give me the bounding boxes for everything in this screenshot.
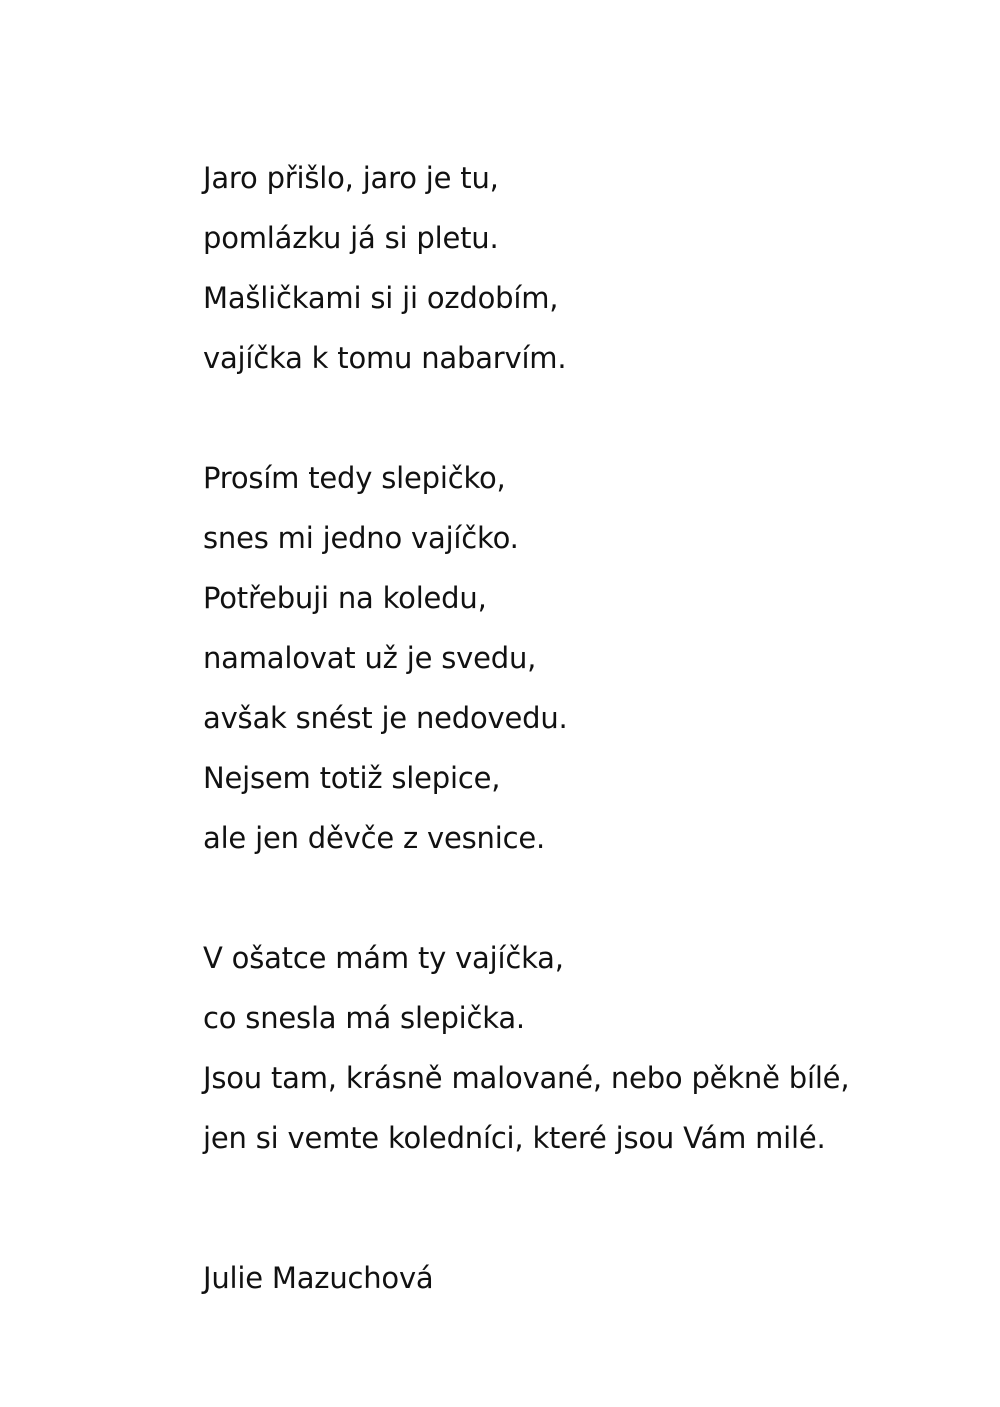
- poem-line: pomlázku já si pletu.: [203, 221, 499, 255]
- poem-line: jen si vemte koledníci, které jsou Vám milé.: [203, 1121, 826, 1155]
- poem-line: namalovat už je svedu,: [203, 641, 537, 675]
- poem-line: snes mi jedno vajíčko.: [203, 521, 519, 555]
- poem: [203, 148, 963, 1168]
- poem-line: V ošatce mám ty vajíčka,: [203, 941, 564, 975]
- poem-line: co snesla má slepička.: [203, 1001, 525, 1035]
- poem-line: Potřebuji na koledu,: [203, 581, 487, 615]
- poem-line: Prosím tedy slepičko,: [203, 461, 506, 495]
- stanza-3: [203, 928, 963, 1168]
- poem-line: vajíčka k tomu nabarvím.: [203, 341, 567, 375]
- stanza-2: [203, 448, 963, 868]
- poem-line: Jaro přišlo, jaro je tu,: [203, 161, 499, 195]
- poem-line: Mašličkami si ji ozdobím,: [203, 281, 559, 315]
- stanza-1: [203, 148, 963, 388]
- poem-line: ale jen děvče z vesnice.: [203, 821, 545, 855]
- author-name: Julie Mazuchová: [203, 1261, 434, 1295]
- poem-line: Nejsem totiž slepice,: [203, 761, 501, 795]
- poem-line: avšak snést je nedovedu.: [203, 701, 568, 735]
- poem-line: Jsou tam, krásně malované, nebo pěkně bílé,: [203, 1061, 850, 1095]
